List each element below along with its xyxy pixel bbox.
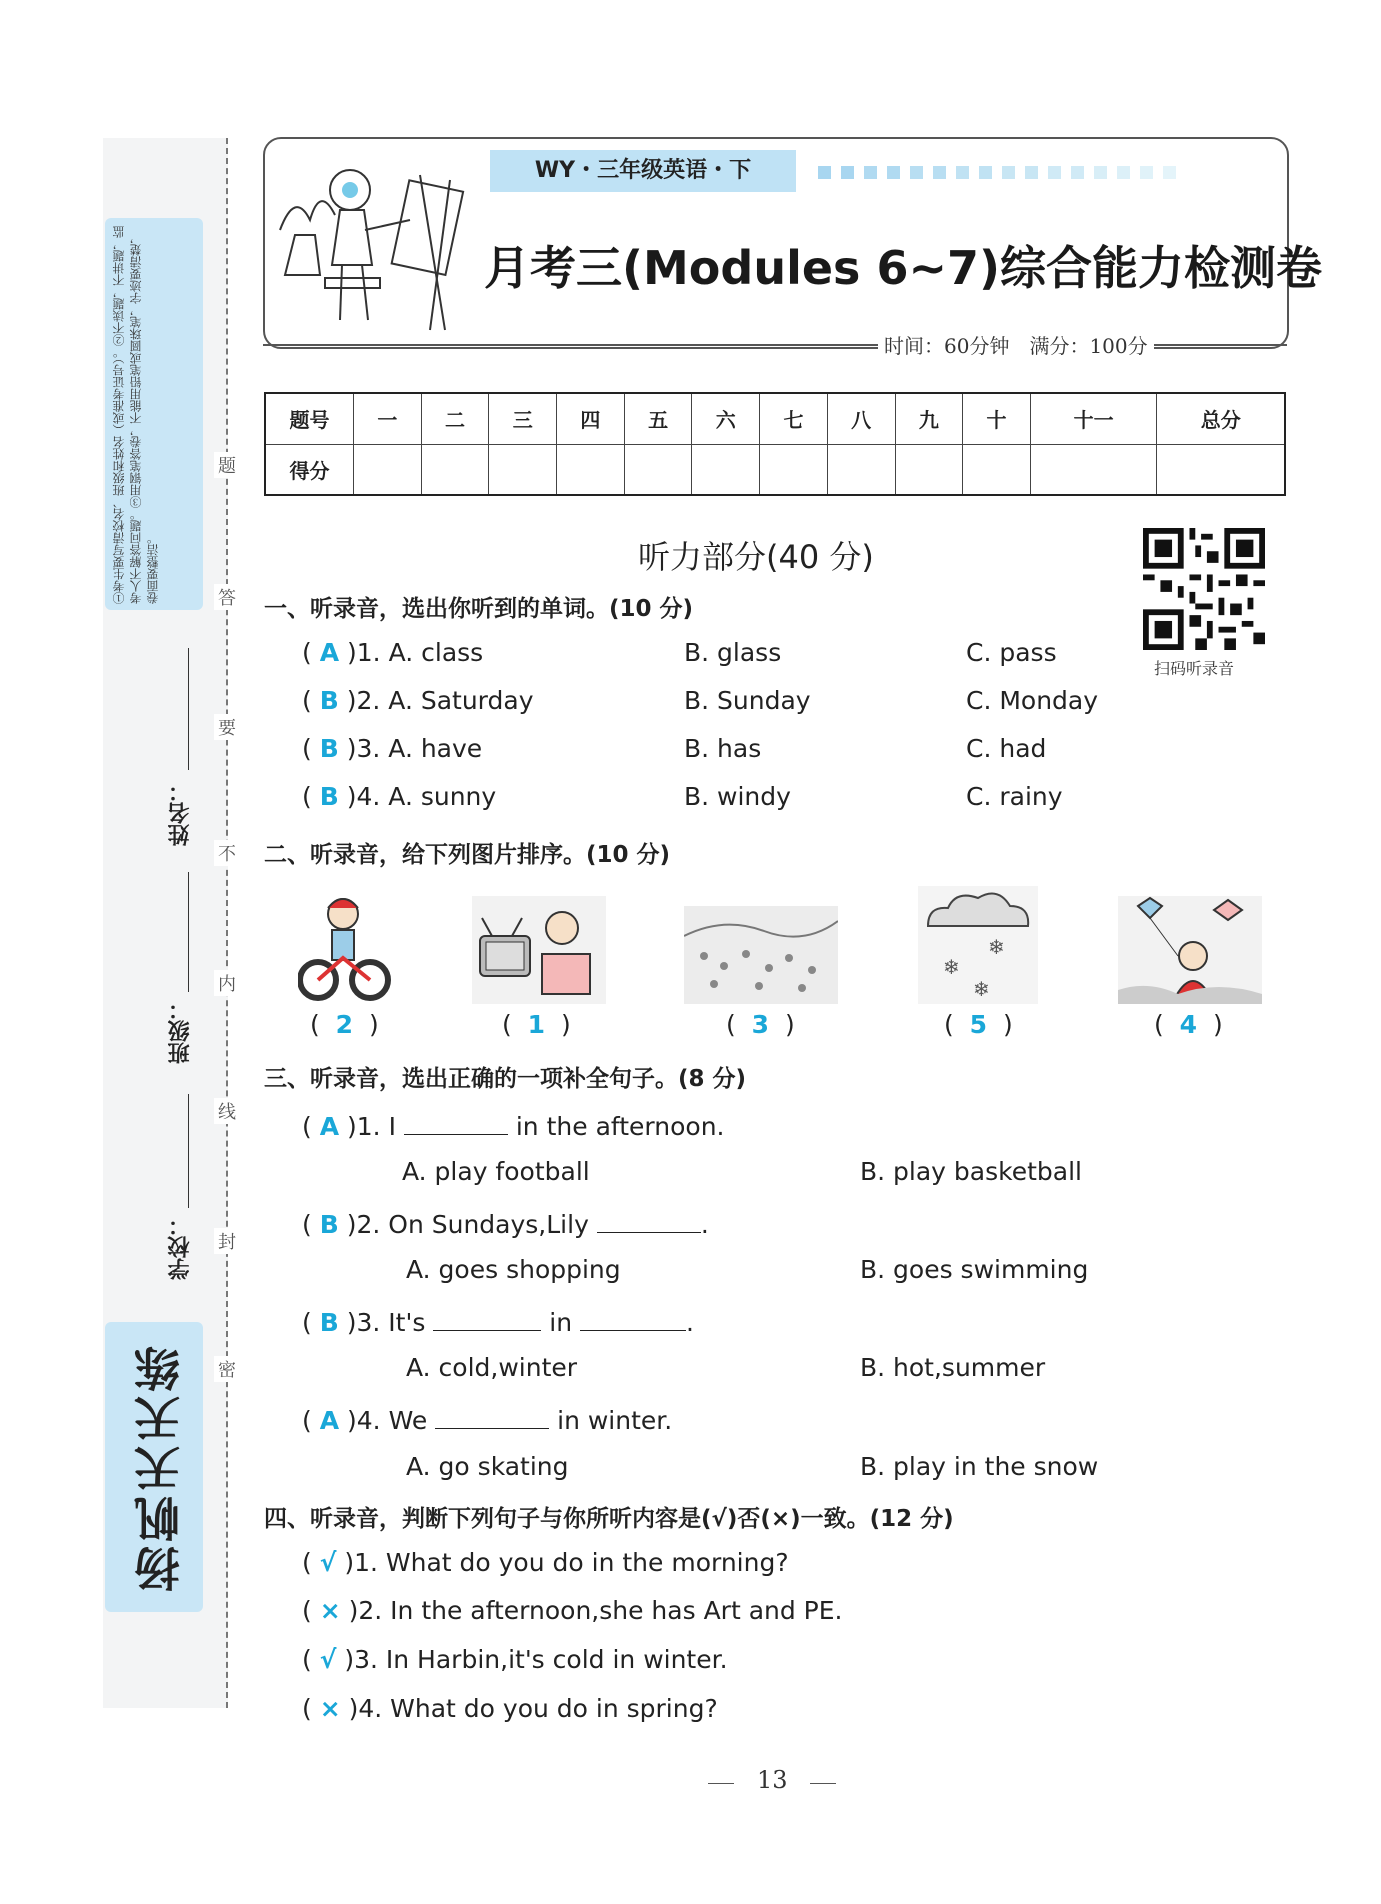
score-cell[interactable] — [489, 444, 557, 495]
judge-sentence: )3. In Harbin,it's cold in winter. — [344, 1645, 728, 1674]
score-table-col: 五 — [624, 393, 692, 444]
question-row: ( A )1. I in the afternoon. — [302, 1108, 725, 1141]
series-label: WY・三年级英语・下 — [490, 150, 796, 192]
score-cell[interactable] — [624, 444, 692, 495]
school-label: 学校： — [168, 1214, 193, 1280]
part1-heading: 一、听录音，选出你听到的单词。(10 分) — [264, 596, 694, 622]
score-table-col: 六 — [692, 393, 760, 444]
judge-mark: √ — [319, 1645, 337, 1674]
people-on-beach-image — [684, 906, 838, 1004]
seal-char: 题 — [214, 452, 240, 478]
name-blank[interactable] — [188, 648, 189, 770]
decorative-dots — [818, 164, 1186, 183]
question-mid: in — [549, 1308, 573, 1337]
judge-mark: × — [319, 1596, 341, 1625]
answer-blank[interactable] — [580, 1304, 686, 1331]
answer-blank[interactable] — [597, 1206, 701, 1233]
picture-answer: ( 5 ) — [944, 1010, 1013, 1039]
score-cell[interactable] — [692, 444, 760, 495]
picture-answer-number: 3 — [751, 1010, 770, 1039]
page-number-rule — [810, 1783, 836, 1784]
score-table-col: 七 — [760, 393, 828, 444]
answer-blank[interactable] — [404, 1108, 508, 1135]
picture-answer-number: 1 — [527, 1010, 546, 1039]
page-number-rule — [708, 1783, 734, 1784]
option-c: C. had — [966, 734, 1047, 763]
option-a: A. class — [388, 638, 484, 667]
score-table-col: 一 — [354, 393, 422, 444]
score-cell[interactable] — [1030, 444, 1157, 495]
part2-heading: 二、听录音，给下列图片排序。(10 分) — [264, 842, 671, 868]
score-table-header-row — [265, 393, 1285, 444]
class-blank[interactable] — [188, 872, 189, 992]
answer-blank[interactable] — [433, 1304, 541, 1331]
question-number: )4. — [346, 782, 381, 811]
score-cell[interactable] — [963, 444, 1031, 495]
picture-answer-number: 2 — [335, 1010, 354, 1039]
picture-answer-number: 5 — [969, 1010, 988, 1039]
qr-caption: 扫码听录音 — [1154, 659, 1235, 678]
seal-char: 答 — [214, 584, 240, 610]
question-stem: )4. We — [347, 1406, 428, 1435]
score-table — [264, 392, 1286, 496]
school-blank[interactable] — [188, 1094, 189, 1208]
svg-text:❄: ❄ — [973, 977, 990, 1001]
seal-char: 密 — [214, 1356, 240, 1382]
answer-mark: B — [319, 1308, 339, 1337]
name-label: 姓名： — [168, 780, 193, 846]
class-label: 班级： — [168, 998, 193, 1064]
score-table-col: 十一 — [1030, 393, 1157, 444]
option-a: A. Saturday — [388, 686, 534, 715]
score-cell[interactable] — [760, 444, 828, 495]
option-a: A. cold,winter — [406, 1353, 578, 1382]
question-number: )1. — [347, 638, 381, 667]
question-row: ( B )4. A. sunny — [302, 782, 497, 811]
score-table-row-label: 题号 — [265, 393, 354, 444]
question-row: ( B )3. It's in . — [302, 1304, 694, 1337]
judge-mark: × — [319, 1694, 341, 1723]
snowy-clouds-image — [918, 886, 1038, 1004]
question-tail: . — [686, 1308, 694, 1337]
answer-mark: B — [319, 782, 339, 811]
question-stem: )3. It's — [346, 1308, 426, 1337]
exam-notice-text: ①考生要写清校名、班级和姓名（或准考证号）。②不读题，不讲题，监考人不解答问题。③用钢笔答卷，不能用铅笔或圆珠笔，字迹要清楚，卷面要整洁。 — [112, 226, 160, 604]
boy-riding-bike-image — [298, 892, 392, 1004]
exam-notice — [105, 218, 203, 610]
binding-dashed-line — [226, 138, 228, 1708]
svg-text:❄: ❄ — [943, 955, 960, 979]
option-a: A. sunny — [388, 782, 497, 811]
score-table-col: 三 — [489, 393, 557, 444]
page-number: 13 — [757, 1766, 788, 1794]
part3-heading: 三、听录音，选出正确的一项补全句子。(8 分) — [264, 1066, 747, 1092]
seal-char: 内 — [214, 970, 240, 996]
option-a: A. go skating — [406, 1452, 569, 1481]
option-a: A. goes shopping — [406, 1255, 621, 1284]
option-b: B. play in the snow — [860, 1452, 1099, 1481]
qr-code-icon[interactable] — [1143, 528, 1265, 650]
option-b: B. has — [684, 734, 762, 763]
score-table-col: 十 — [963, 393, 1031, 444]
boy-flying-kite-image — [1118, 896, 1262, 1004]
question-tail: in winter. — [557, 1406, 673, 1435]
judge-row: ( √ )3. In Harbin,it's cold in winter. — [302, 1645, 728, 1674]
seal-char: 线 — [214, 1098, 240, 1124]
time-score-info: 时间：60分钟 满分：100分 — [878, 330, 1154, 359]
painter-girl-illustration — [270, 160, 470, 340]
score-table-score-row — [265, 444, 1285, 495]
question-row: ( A )1. A. class — [302, 638, 484, 667]
score-cell[interactable] — [557, 444, 625, 495]
question-stem: )2. On Sundays,Lily — [346, 1210, 589, 1239]
question-tail: in the afternoon. — [515, 1112, 725, 1141]
score-table-col: 总分 — [1157, 393, 1285, 444]
score-table-col: 八 — [827, 393, 895, 444]
part4-heading: 四、听录音，判断下列句子与你所听内容是(√)否(×)一致。(12 分) — [264, 1506, 954, 1532]
listening-section-title: 听力部分(40 分) — [638, 538, 874, 576]
picture-answer: ( 3 ) — [726, 1010, 795, 1039]
option-a: A. have — [388, 734, 483, 763]
judge-row: ( × )4. What do you do in spring? — [302, 1694, 718, 1723]
judge-row: ( × )2. In the afternoon,she has Art and PE. — [302, 1596, 843, 1625]
seal-char: 不 — [214, 840, 240, 866]
brand-text: 扬帆天天练 — [133, 1342, 187, 1592]
page-title: 月考三(Modules 6~7)综合能力检测卷 — [484, 241, 1323, 295]
option-b: B. hot,summer — [860, 1353, 1046, 1382]
picture-answer: ( 1 ) — [502, 1010, 571, 1039]
answer-mark: B — [319, 1210, 339, 1239]
picture-answer: ( 2 ) — [310, 1010, 379, 1039]
answer-mark: A — [319, 1406, 340, 1435]
score-cell[interactable] — [354, 444, 422, 495]
judge-row: ( √ )1. What do you do in the morning? — [302, 1548, 789, 1577]
question-row: ( B )2. On Sundays,Lily . — [302, 1206, 709, 1239]
score-table-col: 九 — [895, 393, 963, 444]
judge-sentence: )1. What do you do in the morning? — [344, 1548, 789, 1577]
answer-blank[interactable] — [435, 1402, 549, 1429]
picture-answer: ( 4 ) — [1154, 1010, 1223, 1039]
score-cell[interactable] — [827, 444, 895, 495]
option-b: B. play basketball — [860, 1157, 1082, 1186]
svg-text:❄: ❄ — [988, 935, 1005, 959]
question-row: ( B )3. A. have — [302, 734, 483, 763]
question-number: )2. — [346, 686, 381, 715]
question-row: ( B )2. A. Saturday — [302, 686, 534, 715]
option-c: C. rainy — [966, 782, 1063, 811]
score-table-col: 二 — [421, 393, 489, 444]
girl-watching-tv-image — [472, 896, 606, 1004]
question-stem: )1. I — [347, 1112, 396, 1141]
answer-mark: B — [319, 734, 339, 763]
option-b: B. glass — [684, 638, 782, 667]
option-a: A. play football — [402, 1157, 590, 1186]
option-b: B. Sunday — [684, 686, 811, 715]
score-table-row-label: 得分 — [265, 444, 354, 495]
seal-char: 要 — [214, 714, 240, 740]
seal-char: 封 — [214, 1228, 240, 1254]
score-cell[interactable] — [1157, 444, 1285, 495]
question-number: )3. — [346, 734, 381, 763]
score-table-col: 四 — [557, 393, 625, 444]
score-cell[interactable] — [421, 444, 489, 495]
judge-mark: √ — [319, 1548, 337, 1577]
question-row: ( A )4. We in winter. — [302, 1402, 672, 1435]
answer-mark: B — [319, 686, 339, 715]
option-c: C. Monday — [966, 686, 1099, 715]
answer-mark: A — [319, 638, 340, 667]
picture-answer-number: 4 — [1179, 1010, 1198, 1039]
score-cell[interactable] — [895, 444, 963, 495]
judge-sentence: )2. In the afternoon,she has Art and PE. — [348, 1596, 843, 1625]
option-b: B. windy — [684, 782, 791, 811]
question-tail: . — [700, 1210, 709, 1239]
option-b: B. goes swimming — [860, 1255, 1089, 1284]
brand-panel — [105, 1322, 203, 1612]
judge-sentence: )4. What do you do in spring? — [348, 1694, 718, 1723]
option-c: C. pass — [966, 638, 1057, 667]
answer-mark: A — [319, 1112, 340, 1141]
